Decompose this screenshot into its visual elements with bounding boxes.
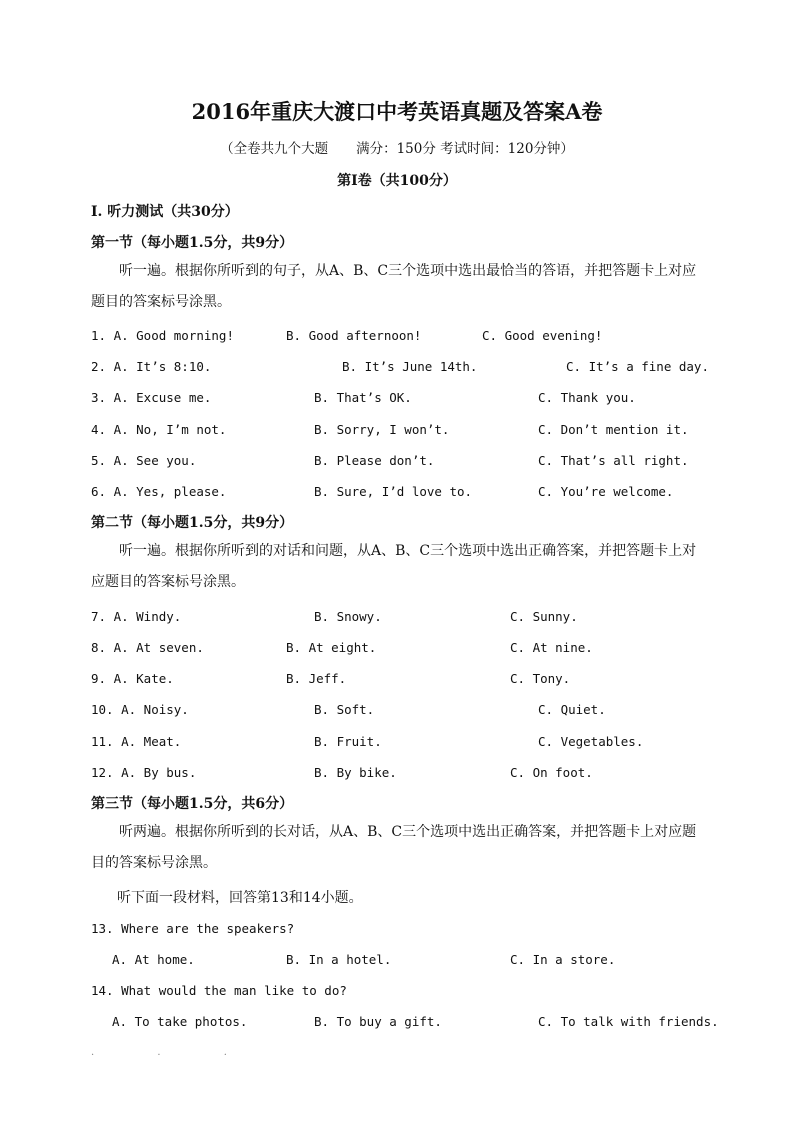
- option-c: C. You’re welcome.: [538, 484, 674, 499]
- question-row: [91, 734, 731, 754]
- question-stem: 14. What would the man like to do?: [91, 983, 347, 998]
- question-row: [91, 609, 731, 629]
- option-c: C. Thank you.: [538, 390, 636, 405]
- question-row: [91, 640, 731, 660]
- option-c: C. In a store.: [510, 952, 616, 967]
- part-title: 第I卷（共100分）: [337, 173, 457, 189]
- option-c: C. Sunny.: [510, 609, 578, 624]
- sub-heading-3: 第三节（每小题1.5分，共6分）: [91, 796, 294, 812]
- option-a: 12. A. By bus.: [91, 765, 197, 780]
- option-c: C. At nine.: [510, 640, 593, 655]
- option-a: 5. A. See you.: [91, 453, 197, 468]
- question-row: [91, 702, 731, 722]
- option-a: 6. A. Yes, please.: [91, 484, 227, 499]
- option-a: 1. A. Good morning!: [91, 328, 234, 343]
- instruction-2: 听一遍。根据你所听到的对话和问题，从A、B、C三个选项中选出正确答案，并把答题卡上对应题目的答案标号涂黑。: [91, 543, 697, 590]
- exam-info: [0, 137, 794, 157]
- question-row: [91, 359, 731, 379]
- section-heading: I. 听力测试（共30分）: [91, 204, 239, 220]
- question-stem: 13. Where are the speakers?: [91, 921, 295, 936]
- option-b: B. Please don’t.: [314, 453, 435, 468]
- option-b: B. That’s OK.: [314, 390, 412, 405]
- option-a: 2. A. It’s 8:10.: [91, 359, 212, 374]
- page-title: 2016年重庆大渡口中考英语真题及答案A卷: [191, 99, 603, 124]
- option-a: 10. A. Noisy.: [91, 702, 189, 717]
- option-c: C. To talk with friends.: [538, 1014, 719, 1029]
- option-c: C. That’s all right.: [538, 453, 689, 468]
- exam-info-score-time: 满分：150分 考试时间：120分钟）: [356, 141, 574, 157]
- option-b: B. In a hotel.: [286, 952, 392, 967]
- option-c: C. On foot.: [510, 765, 593, 780]
- sub-heading-2: 第二节（每小题1.5分，共9分）: [91, 515, 294, 531]
- question-row: [91, 390, 731, 410]
- option-b: B. Fruit.: [314, 734, 382, 749]
- option-a: 8. A. At seven.: [91, 640, 204, 655]
- option-a: 3. A. Excuse me.: [91, 390, 212, 405]
- option-c: C. Good evening!: [482, 328, 603, 343]
- exam-info-count: （全卷共九个大题: [220, 141, 329, 157]
- option-b: B. At eight.: [286, 640, 377, 655]
- option-b: B. Sorry, I won’t.: [314, 422, 450, 437]
- question-row: [91, 952, 731, 972]
- instruction-3: 听两遍。根据你所听到的长对话，从A、B、C三个选项中选出正确答案，并把答题卡上对应题目的答案标号涂黑。: [91, 824, 697, 871]
- option-c: C. Vegetables.: [538, 734, 644, 749]
- material-note: 听下面一段材料，回答第13和14小题。: [117, 890, 363, 906]
- option-b: B. Jeff.: [286, 671, 347, 686]
- option-b: B. By bike.: [314, 765, 397, 780]
- option-a: A. To take photos.: [112, 1014, 248, 1029]
- page-cutoff-marks: · · ·: [91, 1050, 257, 1061]
- option-b: B. Soft.: [314, 702, 375, 717]
- instruction-1: 听一遍。根据你所听到的句子，从A、B、C三个选项中选出最恰当的答语，并把答题卡上对应题目的答案标号涂黑。: [91, 263, 697, 310]
- option-a: 7. A. Windy.: [91, 609, 182, 624]
- option-b: B. Good afternoon!: [286, 328, 422, 343]
- question-row: [91, 671, 731, 691]
- question-row: [91, 328, 731, 348]
- option-c: C. It’s a fine day.: [566, 359, 709, 374]
- sub-heading-1: 第一节（每小题1.5分，共9分）: [91, 235, 294, 251]
- option-a: 11. A. Meat.: [91, 734, 182, 749]
- option-a: A. At home.: [112, 952, 195, 967]
- question-row: [91, 1014, 731, 1034]
- option-b: B. To buy a gift.: [314, 1014, 442, 1029]
- option-c: C. Don’t mention it.: [538, 422, 689, 437]
- option-b: B. Snowy.: [314, 609, 382, 624]
- option-a: 4. A. No, I’m not.: [91, 422, 227, 437]
- option-b: B. Sure, I’d love to.: [314, 484, 473, 499]
- option-b: B. It’s June 14th.: [342, 359, 478, 374]
- option-c: C. Quiet.: [538, 702, 606, 717]
- question-row: [91, 765, 731, 785]
- question-row: [91, 453, 731, 473]
- question-row: [91, 484, 731, 504]
- option-c: C. Tony.: [510, 671, 571, 686]
- option-a: 9. A. Kate.: [91, 671, 174, 686]
- question-row: [91, 422, 731, 442]
